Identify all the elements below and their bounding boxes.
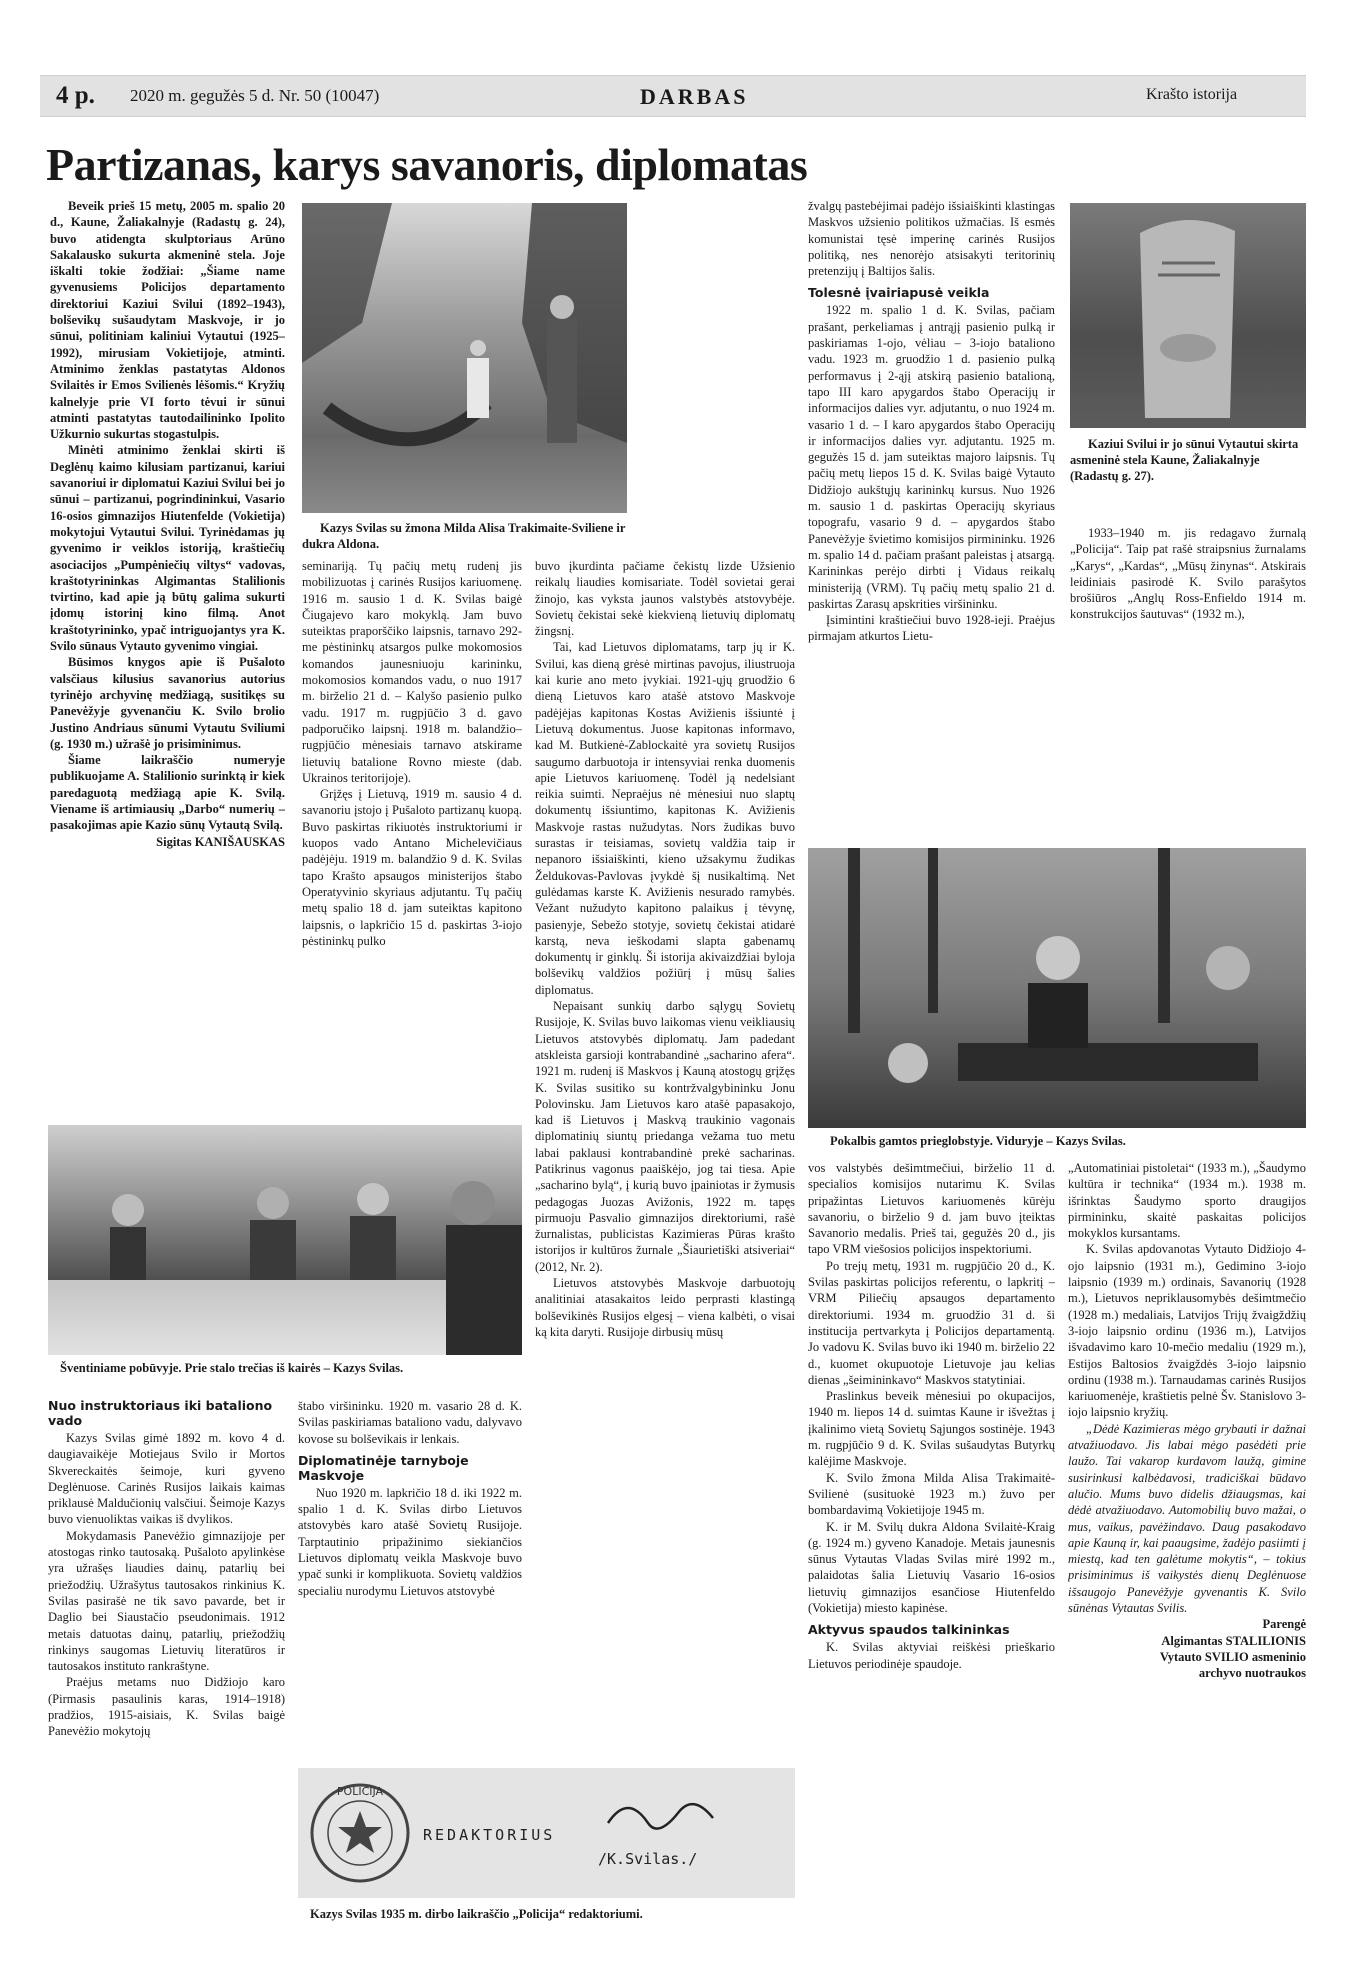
lead-column	[50, 198, 285, 1115]
page-number: 4 p.	[56, 82, 95, 109]
newspaper-name: DARBAS	[640, 84, 749, 109]
photo-stela	[1070, 203, 1306, 428]
body-paragraph: 1922 m. spalio 1 d. K. Svilas, pačiam prašant, perkeliamas į antrąjį pasienio pulką ir paskiriamas 1-ojo, vėliau – 3-iojo bataliono vadu. 1923 m. gruodžio 1 d. pasienio pulką performavus į 2-ąjį atskirą pasienio batalioną, tapo III karo apygardos štabo Operacijų ir informacijos dalies vyr. adjutantu, o nuo 1924 m. vasario 1 d. – I karo apygardos štabo Operacijų ir informacijos dalies vyr. adjutantu. 1925 m. gegužės 15 d. jam suteiktas majoro laipsnis. Tų pačių metų liepos 15 d. K. Svilas baigė Vytauto Didžiojo aukštųjų karininkų kursus. Nuo 1926 m. sausio 1 d. paskirtas Operacijų skyriaus topografu, vasario 9 d. – apygardos štabo Panevėžyje švietimo komisijos pirmininku. 1926 m. spalio 14 d. pačiam prašant paleistas į atsargą. Karininkas perėjo dirbti į Vidaus reikalų ministeriją (VRM). Tų pačių metų spalio 21 d. paskirtas Zarasų apskrities viršininku.	[808, 303, 1055, 611]
body-paragraph: vos valstybės dešimtmečiui, birželio 11 d. specialios komisijos nutarimu K. Svilas pripažintas Lietuvos kariuomenės kūrėju savanoriu, o birželio 9 d. jam buvo įteiktas Savanorio medalis. Prieš tai, gegužės 20 d., jis tapo VRM viešosios policijos inspektoriumi.	[808, 1161, 1055, 1257]
body-paragraph: Kazys Svilas gimė 1892 m. kovo 4 d. daugiavaikėje Motiejaus Svilo ir Mortos Skvereckaitės šeimoje, kuri gyveno Deglėnuose. Carinės Rusijos laikais kaimas priklausė Maldučionių valsčiui. Šeimoje Kazys buvo vienuoliktas vaikas iš dvylikos.	[48, 1431, 285, 1527]
headline: Partizanas, karys savanoris, diplomatas	[46, 139, 808, 190]
credits-line: Vytauto SVILIO asmeninio	[1159, 1649, 1306, 1664]
hammock-scene-illustration	[302, 203, 627, 513]
column-2-bottom	[298, 1398, 522, 1760]
body-paragraph: „Automatiniai pistoletai“ (1933 m.), „Šaudymo kultūra ir technika“ (1934 m.). 1938 m. išrinktas Šaudymo sporto draugijos pirmininku, skaitė paskaitas policijos mokyklos kursantams.	[1068, 1161, 1306, 1241]
body-paragraph: štabo viršininku. 1920 m. vasario 28 d. K. Svilas paskiriamas bataliono vadu, dalyvavo kovose su bolševikais ir lenkais.	[298, 1399, 522, 1446]
quote-paragraph: „Dėdė Kazimieras mėgo grybauti ir dažnai atvažiuodavo. Jis labai mėgo pasėdėti prie laužo. Tai vakarop kurdavom laužą, gimine susirinkusi kalbėdavosi, tradiciškai būdavo alučio. Mums buvo didelis džiaugsmas, kai dėdė atvažiuodavo. Automobilių buvo mažai, o mus, vaikus, pavėžindavo. Daug pasakodavo apie Kauną ir, kai paaugsime, žadėjo pasiimti į miestą, kad ten galėtume mokytis“, – tokius prisiminimus iš vaikystės dienų Deglėnuose išsaugojo Panevėžyje gyvenantis K. Svilo sūnėnas Vytautas Svilis.	[1068, 1421, 1306, 1616]
credits-line: Parengė	[1262, 1617, 1306, 1632]
body-paragraph: 1933–1940 m. jis redagavo žurnalą „Policija“. Taip pat rašė straipsnius žurnalams „Karys“, „Kardas“, „Mūsų žinynas“. Atskirais leidiniais pasirodė K. Svilo parašytos brošiūros „Anglų Ross-Enfieldo 1914 m. konstrukcijos šautuvas“ (1932 m.),	[1070, 526, 1306, 622]
body-paragraph: buvo įkurdinta pačiame čekistų lizde Užsienio reikalų liaudies komisariate. Todėl sovietai gerai žinojo, kas vyksta jaunos valstybės atstovybėje. Sovietų čekistai sekė kiekvieną lietuvių diplomatų žingsnį.	[535, 559, 795, 639]
garden-scene-illustration	[808, 848, 1306, 1128]
body-paragraph: K. Svilas aktyviai reiškėsi prieškario Lietuvos periodinėje spaudoje.	[808, 1640, 1055, 1671]
column-5	[1070, 525, 1306, 838]
column-1-bottom	[48, 1398, 285, 1964]
column-4	[808, 198, 1055, 838]
body-paragraph: Grįžęs į Lietuvą, 1919 m. sausio 4 d. savanoriu įstojo į Pušaloto partizanų kuopą. Buvo paskirtas rikiuotės instruktoriumi ir kuopos vado Antano Michelevičiaus padėjėju. 1919 m. balandžio 9 d. K. Svilas tapo Krašto apsaugos ministerijos štabo Operatyvinio skyriaus adjutantu. Tų pačių metų spalio 18 d. jam suteiktas kapitono laipsnis, o lapkričio 15 d. paskirtas 3-iojo pėstininkų pulko	[302, 787, 522, 948]
section-name: Krašto istorija	[1146, 86, 1238, 103]
body-paragraph: Mokydamasis Panevėžio gimnazijoje per atostogas rinko tautosaką. Pušaloto apylinkėse yra užrašęs liaudies dainų, patarlių bei priežodžių. Užrašytus tautosakos rinkinius K. Svilas pasirašė ne tik savo pavarde, bet ir Daglio bei Siaustačio pseudonimais. 1912 metais datuotas dainų, patarlių, priežodžių rinkinys saugomas Lietuvių literatūros ir tautosakos instituto rankraštyne.	[48, 1528, 285, 1674]
body-paragraph: K. ir M. Svilų dukra Aldona Svilaitė-Kraig (g. 1924 m.) gyveno Kanadoje. Metais jaunesnis sūnus Vytautas Vladas Svilas mirė 1992 m., palaidotas šalia Lietuvių Vasario 16-osios lietuvių gimnazijos esančiose Hiutenfeldo (Vokietija) miesto kapinėse.	[808, 1519, 1055, 1616]
photo-banquet-caption: Šventiniame pobūvyje. Prie stalo trečias iš kairės – Kazys Svilas.	[60, 1361, 404, 1375]
banquet-scene-illustration	[48, 1125, 522, 1355]
signature-illustration	[298, 1768, 795, 1898]
photo-banquet	[48, 1125, 522, 1355]
column-5-bottom	[1068, 1160, 1306, 1964]
body-paragraph: Lietuvos atstovybės Maskvoje darbuotojų analitiniai atasakaitos leido perprasti klastingą bolševikinės Rusijos elgesį – viena kalbėti, o visai ką kita daryti. Rusijoje dirbusių mūsų	[535, 1276, 795, 1339]
body-paragraph: žvalgų pastebėjimai padėjo išsiaiškinti klastingas Maskvos užsienio politikos užmačias. Iš esmės komunistai tęsė imperinę carinės Rusijos politiką, nes nenorėjo atsisakyti teritorinių pretenzijų į Baltijos šalis.	[808, 199, 1055, 279]
credits-line: archyvo nuotraukos	[1198, 1666, 1306, 1681]
body-paragraph: Praėjus metams nuo Didžiojo karo (Pirmasis pasaulinis karas, 1914–1918) pradžios, 1915-aisiais, K. Svilas baigė Panevėžio mokytojų	[48, 1675, 285, 1739]
photo-garden-caption: Pokalbis gamtos prieglobstyje. Viduryje – Kazys Svilas.	[830, 1134, 1126, 1148]
column-3	[535, 558, 795, 1745]
photo-signature-caption: Kazys Svilas 1935 m. dirbo laikraščio „Policija“ redaktoriumi.	[310, 1907, 643, 1921]
body-paragraph: Tai, kad Lietuvos diplomatams, tarp jų ir K. Svilui, kas dieną grėsė mirtinas pavojus, iliustruoja kai kurie ano meto įvykiai. 1921-ųjų gruodžio 6 dieną Lietuvos karo atašė atstovo Maskvoje padėjėjas kapitonas Kostas Avižienis išsiuntė į Lietuvą dokumentus. Juose kapitonas informavo, kad M. Butkienė-Zablockaitė yra sovietų Rusijos saugumo darbuotoja ir intensyviai renka duomenis apie Lietuvos kariuomenę. Todėl ją nedelsiant reikia suimti. Nepraėjus nė mėnesiui nuo slaptų dokumentų išsiuntimo, kapitonas K. Avižienis Maskvoje rastas nužudytas. Nors žudikas buvo surastas ir teisiamas, sovietų valdžia taip ir nepanoro išsiaiškinti, kieno užsakymu žudikas Želdukovas-Pavlovas įvykdė šį nusikaltimą. Net gulėdamas karste K. Avižienis nesurado ramybės. Vežant nužudyto kapitono palaikus į tėvynę, pasienyje, Sebežo stotyje, sovietų čekistai atidarė karstą, neva ieškodami slapta gabenamų dokumentų ir ginklų. Ši istorija akivaizdžiai byloja bolševikų valdžios požiūrį į mūsų šalies diplomatus.	[535, 640, 795, 997]
signature-name: /K.Svilas./	[598, 1850, 698, 1868]
stamp-text: POLICIJA	[336, 1785, 384, 1798]
photo-stela-caption: Kaziui Svilui ir jo sūnui Vytautui skirta asmeninė stela Kaune, Žaliakalnyje (Radastų g. 27).	[1070, 437, 1299, 483]
body-paragraph: Įsimintini kraštiečiui buvo 1928-ieji. Praėjus pirmajam atkurtos Lietu-	[808, 613, 1055, 644]
photo-signature	[298, 1768, 795, 1898]
lead-paragraph: Šiame laikraščio numeryje publikuojame A. Stalilionio surinktą ir kiek paredaguotą medžiagą apie K. Svilą. Viename iš artimiausių „Darbo“ numerių – pasakojimas apie Kazio sūnų Vytautą Svilą.	[50, 753, 285, 833]
lead-paragraph: Minėti atminimo ženklai skirti iš Deglėnų kaimo kilusiam partizanui, kariui savanoriui ir diplomatui Kaziui Svilui bei jo sūnui – partizanui, pogrindininkui, Vasario 16-osios gimnazijos Hiutenfelde (Vokietija) mokytojui Vytautui Svilui. Tyrinėdamas jų gyvenimo ir veiklos istoriją, kraštiečių asociacijos „Pumpėniečių viltys“ vadovas, kraštotyrininkas Algimantas Stalilionis tvirtino, kad apie ją būtų galima sukurti įdomų istorinį kino filmą. Anot kraštotyrininko, ypač intriguojantys yra K. Svilo sūnaus Vytauto gyvenimo vingiai.	[50, 443, 285, 654]
subheading-aktyvus: Aktyvus spaudos talkininkas	[808, 1622, 1010, 1638]
subheading-instruktoriaus: Nuo instruktoriaus iki bataliono vado	[48, 1398, 273, 1428]
body-paragraph: seminariją. Tų pačių metų rudenį jis mobilizuotas į carinės Rusijos kariuomenę. 1916 m. sausio 1 d. K. Svilas baigė Čiugajevo karo mokyklą. Jam buvo suteiktas praporščiko laipsnis, tarnavo 292-me pėstininkų atsargos pulke mokomosios komandos jaunesniuoju karininku, mokomosios komandos vadu, o nuo 1917 m. birželio 21 d. – Kalyšo pasienio pulko vadu. 1917 m. rugpjūčio 3 d. gavo padporučiko laipsnį. 1918 m. balandžio–rugpjūčio mėnesiais tarnavo atskirame lietuvių batalione Rovno mieste (dab. Ukrainos teritorijoje).	[302, 559, 522, 785]
issue-date: 2020 m. gegužės 5 d. Nr. 50 (10047)	[130, 86, 380, 105]
lead-paragraph: Būsimos knygos apie iš Pušaloto valsčiaus kilusius savanorius autorius tyrinėjo archyvinę medžiagą, susitikęs su Panevėžyje gyvenančiu K. Svilo brolio Justino Andriaus sūnumi Vytautu Sviliumi (g. 1930 m.) užrašė jo prisiminimus.	[50, 655, 285, 751]
column-2	[302, 558, 522, 1115]
column-4-bottom	[808, 1160, 1055, 1964]
lead-paragraph: Beveik prieš 15 metų, 2005 m. spalio 20 d., Kaune, Žaliakalnyje (Radastų g. 24), buvo atidengta skulptoriaus Arūno Sakalausko sukurta akmeninė stela. Joje iškalti tokie žodžiai: „Šiame name gyvenusiems Policijos departamento direktoriui Kaziui Svilui (1892–1943), bolševikų sušaudytam Maskvoje, ir jo sūnui, politiniam kaliniui Vytautui (1925–1992), mirusiam Vokietijoje, atminti. Atminimo ženklas pastatytas Aldonos Svilaitės ir Emos Svilienės lėšomis.“ Kryžių kalnelyje prie VI forto tėvui ir sūnui atminti pastatytas tautodailininko Ipolito Užkurnio sukurtas stogastulpis.	[50, 199, 285, 442]
credits-line: Algimantas STALILIONIS	[1161, 1633, 1306, 1648]
body-paragraph: Nepaisant sunkių darbo sąlygų Sovietų Rusijoje, K. Svilas buvo laikomas vienu veikliausių Lietuvos atstovybės diplomatų. Jam padedant atskleista garsioji kontrabandinė „sacharino afera“. 1921 m. rudenį iš Maskvos į Kauną atostogų grįžęs K. Svilas susitiko su kontržvalgybininku Jonu Polovinsku. Jam Lietuvos karo atašė papasakojo, kad iš Lietuvos į Maskvą traukinio vagonais diplomatinių siuntų priedanga vežama tuo metu labai paklausi kontrabandinė prekė sacharinas. Patikrinus vagonus paaiškėjo, jog tai tiesa. Apie „sacharino bylą“, į kurią buvo įpainiotas ir žymusis pedagogas Juozas Avižonis, 1922 m. tapęs pirmuoju Pasvalio gimnazijos direktoriumi, rašė žurnalistas, publicistas Kazimieras Pūras krašto istorijos ir kultūros žurnale „Šiaurietiški atsiveriai“ (2012, Nr. 2).	[535, 999, 795, 1274]
subheading-diplomatines: Diplomatinėje tarnyboje Maskvoje	[298, 1452, 469, 1483]
body-paragraph: Po trejų metų, 1931 m. rugpjūčio 20 d., K. Svilas paskirtas policijos referentu, o lapkritį – VRM Piliečių apsaugos departamento direktoriumi. 1934 m. gruodžio 31 d. ši institucija pertvarkyta į Policijos departamentą. Jo vadovu K. Svilas buvo iki 1940 m. birželio 22 d., kuomet okupuotoje Lietuvoje jau kelias dienas „šeimininkavo“ Maskvos statytiniai.	[808, 1258, 1055, 1387]
stela-illustration	[1070, 203, 1306, 428]
body-paragraph: K. Svilo žmona Milda Alisa Trakimaitė-Svilienė (susituokė 1923 m.) žuvo per bombardavimą Vokietijoje 1945 m.	[808, 1470, 1055, 1518]
lead-author: Sigitas KANIŠAUSKAS	[156, 834, 285, 849]
subheading-veikla: Tolesnė įvairiapusė veikla	[808, 285, 990, 301]
credits	[1068, 1616, 1306, 1681]
body-paragraph: Nuo 1920 m. lapkričio 18 d. iki 1922 m. spalio 1 d. K. Svilas dirbo Lietuvos atstovybės karo atašė Sovietų Rusijoje. Tarptautinio pripažinimo siekiančios Lietuvos diplomatų veikla Maskvoje buvo ypač sunki ir komplikuota. Sovietų valdžios specialiu nurodymu Lietuvos atstovybė	[298, 1485, 522, 1598]
photo-hammock-caption: Kazys Svilas su žmona Milda Alisa Trakimaite-Sviliene ir dukra Aldona.	[302, 521, 626, 551]
photo-garden	[808, 848, 1306, 1128]
signature-role: REDAKTORIUS	[423, 1826, 556, 1844]
photo-hammock	[302, 203, 627, 513]
body-paragraph: K. Svilas apdovanotas Vytauto Didžiojo 4-ojo laipsnio (1931 m.), Gedimino 3-iojo laipsnio (1939 m.) ordinais, Savanorių (1928 m.), Lietuvos nepriklausomybės dešimtmečio (1928 m.) medaliais, Latvijos Trijų žvaigždžių 3-iojo laipsnio ordinu (1936 m.), Latvijos išvadavimo karo 10-mečio medaliu (1929 m.), Estijos Baltosios žvaigždės 3-iojo laipsnio ordinu (1938 m.). Tarnaudamas carinės Rusijos kariuomenėje, kraštietis pelnė Šv. Stanislovo 3-iojo laipsnio kryžių.	[1068, 1242, 1306, 1420]
body-paragraph: Praslinkus beveik mėnesiui po okupacijos, 1940 m. liepos 14 d. suimtas Kaune ir išvežtas į įkalinimo vietą Sovietų Sąjungos sostinėje. 1943 m. rugpjūčio 9 d. K. Svilas sušaudytas Butyrkų kalėjime Maskvoje.	[808, 1389, 1055, 1469]
